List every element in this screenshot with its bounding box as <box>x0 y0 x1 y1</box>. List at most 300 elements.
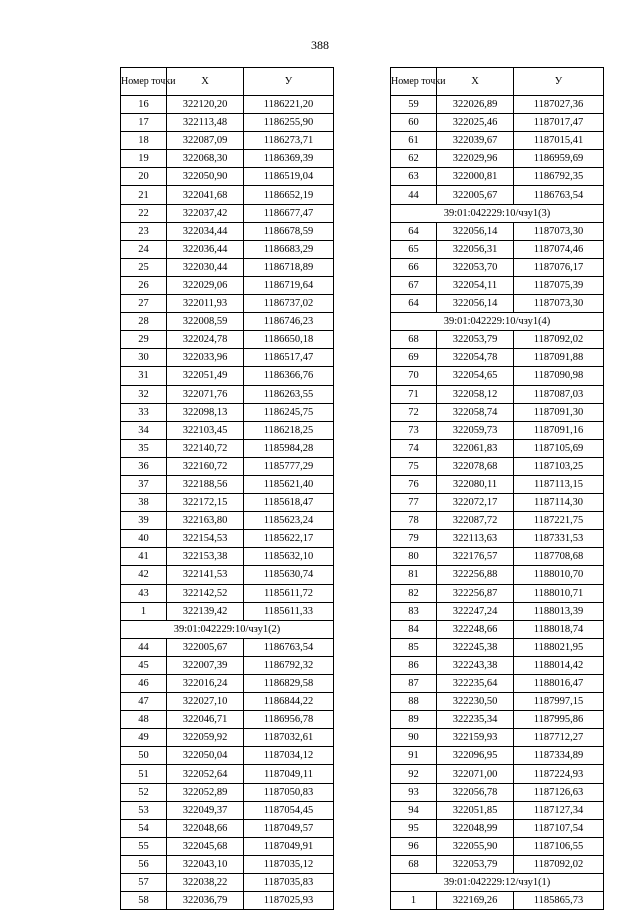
y-coordinate-cell: 1187035,83 <box>244 874 334 892</box>
point-number-cell: 65 <box>391 240 437 258</box>
y-coordinate-cell: 1186263,55 <box>244 385 334 403</box>
table-row <box>391 819 604 837</box>
y-coordinate-cell: 1187105,69 <box>514 439 604 457</box>
section-title-cell: 39:01:042229:10/чзу1(2) <box>121 620 334 638</box>
table-row <box>391 638 604 656</box>
y-coordinate-cell: 1187074,46 <box>514 240 604 258</box>
table-row <box>391 457 604 475</box>
x-coordinate-cell: 322055,90 <box>437 837 514 855</box>
point-number-cell: 93 <box>391 783 437 801</box>
x-coordinate-cell: 322160,72 <box>167 457 244 475</box>
y-coordinate-cell: 1187106,55 <box>514 837 604 855</box>
table-row <box>391 403 604 421</box>
header-point-number: Номер точки <box>391 68 437 96</box>
x-coordinate-cell: 322113,63 <box>437 530 514 548</box>
x-coordinate-cell: 322046,71 <box>167 711 244 729</box>
table-row <box>121 222 334 240</box>
table-row <box>121 331 334 349</box>
point-number-cell: 22 <box>121 204 167 222</box>
table-row <box>121 874 334 892</box>
point-number-cell: 30 <box>121 349 167 367</box>
y-coordinate-cell: 1187221,75 <box>514 512 604 530</box>
x-coordinate-cell: 322034,44 <box>167 222 244 240</box>
x-coordinate-cell: 322036,44 <box>167 240 244 258</box>
point-number-cell: 50 <box>121 747 167 765</box>
point-number-cell: 28 <box>121 313 167 331</box>
table-row <box>121 240 334 258</box>
table-row <box>391 566 604 584</box>
x-coordinate-cell: 322041,68 <box>167 186 244 204</box>
table-row <box>391 512 604 530</box>
table-row <box>391 132 604 150</box>
point-number-cell: 63 <box>391 168 437 186</box>
x-coordinate-cell: 322235,34 <box>437 711 514 729</box>
x-coordinate-cell: 322036,79 <box>167 892 244 910</box>
table-row <box>391 258 604 276</box>
point-number-cell: 89 <box>391 711 437 729</box>
table-row <box>121 258 334 276</box>
section-title-cell: 39:01:042229:12/чзу1(1) <box>391 874 604 892</box>
point-number-cell: 20 <box>121 168 167 186</box>
table-row <box>121 693 334 711</box>
x-coordinate-cell: 322051,85 <box>437 801 514 819</box>
x-coordinate-cell: 322029,96 <box>437 150 514 168</box>
y-coordinate-cell: 1187050,83 <box>244 783 334 801</box>
point-number-cell: 26 <box>121 276 167 294</box>
point-number-cell: 46 <box>121 675 167 693</box>
table-row <box>121 892 334 910</box>
table-row <box>121 747 334 765</box>
table-row <box>121 403 334 421</box>
table-row <box>391 222 604 240</box>
point-number-cell: 60 <box>391 114 437 132</box>
x-coordinate-cell: 322058,74 <box>437 403 514 421</box>
y-coordinate-cell: 1187997,15 <box>514 693 604 711</box>
table-row <box>121 783 334 801</box>
x-coordinate-cell: 322154,53 <box>167 530 244 548</box>
x-coordinate-cell: 322016,24 <box>167 675 244 693</box>
point-number-cell: 45 <box>121 656 167 674</box>
y-coordinate-cell: 1187331,53 <box>514 530 604 548</box>
y-coordinate-cell: 1188010,71 <box>514 584 604 602</box>
y-coordinate-cell: 1185865,73 <box>514 892 604 910</box>
table-row <box>121 457 334 475</box>
y-coordinate-cell: 1187091,16 <box>514 421 604 439</box>
x-coordinate-cell: 322140,72 <box>167 439 244 457</box>
y-coordinate-cell: 1187126,63 <box>514 783 604 801</box>
y-coordinate-cell: 1185611,33 <box>244 602 334 620</box>
x-coordinate-cell: 322139,42 <box>167 602 244 620</box>
y-coordinate-cell: 1186683,29 <box>244 240 334 258</box>
y-coordinate-cell: 1186517,47 <box>244 349 334 367</box>
y-coordinate-cell: 1185611,72 <box>244 584 334 602</box>
point-number-cell: 17 <box>121 114 167 132</box>
x-coordinate-cell: 322038,22 <box>167 874 244 892</box>
y-coordinate-cell: 1187054,45 <box>244 801 334 819</box>
table-row <box>391 783 604 801</box>
x-coordinate-cell: 322050,04 <box>167 747 244 765</box>
y-coordinate-cell: 1187073,30 <box>514 295 604 313</box>
x-coordinate-cell: 322176,57 <box>437 548 514 566</box>
y-coordinate-cell: 1186650,18 <box>244 331 334 349</box>
y-coordinate-cell: 1187091,88 <box>514 349 604 367</box>
table-row <box>391 747 604 765</box>
table-row <box>391 620 604 638</box>
point-number-cell: 84 <box>391 620 437 638</box>
x-coordinate-cell: 322078,68 <box>437 457 514 475</box>
y-coordinate-cell: 1187087,03 <box>514 385 604 403</box>
y-coordinate-cell: 1187049,57 <box>244 819 334 837</box>
coordinates-table-right <box>390 67 604 910</box>
y-coordinate-cell: 1187114,30 <box>514 494 604 512</box>
y-coordinate-cell: 1187027,36 <box>514 96 604 114</box>
point-number-cell: 47 <box>121 693 167 711</box>
x-coordinate-cell: 322247,24 <box>437 602 514 620</box>
x-coordinate-cell: 322052,89 <box>167 783 244 801</box>
y-coordinate-cell: 1187035,12 <box>244 855 334 873</box>
table-row <box>121 385 334 403</box>
x-coordinate-cell: 322256,88 <box>437 566 514 584</box>
table-row <box>391 168 604 186</box>
point-number-cell: 31 <box>121 367 167 385</box>
y-coordinate-cell: 1186718,89 <box>244 258 334 276</box>
point-number-cell: 54 <box>121 819 167 837</box>
table-row <box>121 114 334 132</box>
table-row <box>121 801 334 819</box>
point-number-cell: 74 <box>391 439 437 457</box>
table-row <box>121 150 334 168</box>
point-number-cell: 32 <box>121 385 167 403</box>
y-coordinate-cell: 1186221,20 <box>244 96 334 114</box>
x-coordinate-cell: 322052,64 <box>167 765 244 783</box>
point-number-cell: 52 <box>121 783 167 801</box>
point-number-cell: 96 <box>391 837 437 855</box>
y-coordinate-cell: 1188013,39 <box>514 602 604 620</box>
point-number-cell: 18 <box>121 132 167 150</box>
table-row <box>391 837 604 855</box>
table-row <box>391 295 604 313</box>
point-number-cell: 49 <box>121 729 167 747</box>
x-coordinate-cell: 322033,96 <box>167 349 244 367</box>
y-coordinate-cell: 1186369,39 <box>244 150 334 168</box>
point-number-cell: 85 <box>391 638 437 656</box>
x-coordinate-cell: 322053,79 <box>437 331 514 349</box>
table-row <box>391 765 604 783</box>
point-number-cell: 67 <box>391 276 437 294</box>
point-number-cell: 39 <box>121 512 167 530</box>
y-coordinate-cell: 1186959,69 <box>514 150 604 168</box>
x-coordinate-cell: 322011,93 <box>167 295 244 313</box>
x-coordinate-cell: 322053,70 <box>437 258 514 276</box>
x-coordinate-cell: 322045,68 <box>167 837 244 855</box>
section-row <box>391 313 604 331</box>
x-coordinate-cell: 322026,89 <box>437 96 514 114</box>
y-coordinate-cell: 1187103,25 <box>514 457 604 475</box>
point-number-cell: 44 <box>391 186 437 204</box>
y-coordinate-cell: 1186763,54 <box>244 638 334 656</box>
table-row <box>391 729 604 747</box>
point-number-cell: 70 <box>391 367 437 385</box>
point-number-cell: 42 <box>121 566 167 584</box>
table-row <box>121 132 334 150</box>
page-number: 388 <box>311 38 329 52</box>
point-number-cell: 73 <box>391 421 437 439</box>
point-number-cell: 69 <box>391 349 437 367</box>
x-coordinate-cell: 322008,59 <box>167 313 244 331</box>
table-row <box>121 421 334 439</box>
table-row <box>391 548 604 566</box>
point-number-cell: 77 <box>391 494 437 512</box>
table-row <box>121 729 334 747</box>
y-coordinate-cell: 1185618,47 <box>244 494 334 512</box>
table-row <box>121 765 334 783</box>
y-coordinate-cell: 1187712,27 <box>514 729 604 747</box>
point-number-cell: 68 <box>391 331 437 349</box>
x-coordinate-cell: 322256,87 <box>437 584 514 602</box>
point-number-cell: 27 <box>121 295 167 313</box>
y-coordinate-cell: 1186218,25 <box>244 421 334 439</box>
point-number-cell: 25 <box>121 258 167 276</box>
point-number-cell: 64 <box>391 222 437 240</box>
table-row <box>391 892 604 910</box>
x-coordinate-cell: 322120,20 <box>167 96 244 114</box>
table-row <box>121 602 334 620</box>
y-coordinate-cell: 1187107,54 <box>514 819 604 837</box>
y-coordinate-cell: 1187127,34 <box>514 801 604 819</box>
y-coordinate-cell: 1186844,22 <box>244 693 334 711</box>
y-coordinate-cell: 1186273,71 <box>244 132 334 150</box>
point-number-cell: 91 <box>391 747 437 765</box>
point-number-cell: 34 <box>121 421 167 439</box>
x-coordinate-cell: 322163,80 <box>167 512 244 530</box>
x-coordinate-cell: 322159,93 <box>437 729 514 747</box>
x-coordinate-cell: 322061,83 <box>437 439 514 457</box>
y-coordinate-cell: 1186719,64 <box>244 276 334 294</box>
x-coordinate-cell: 322049,37 <box>167 801 244 819</box>
point-number-cell: 38 <box>121 494 167 512</box>
y-coordinate-cell: 1186678,59 <box>244 222 334 240</box>
y-coordinate-cell: 1185632,10 <box>244 548 334 566</box>
section-title-cell: 39:01:042229:10/чзу1(4) <box>391 313 604 331</box>
y-coordinate-cell: 1187708,68 <box>514 548 604 566</box>
x-coordinate-cell: 322025,46 <box>437 114 514 132</box>
table-row <box>391 656 604 674</box>
y-coordinate-cell: 1185984,28 <box>244 439 334 457</box>
y-coordinate-cell: 1187076,17 <box>514 258 604 276</box>
y-coordinate-cell: 1186366,76 <box>244 367 334 385</box>
y-coordinate-cell: 1188010,70 <box>514 566 604 584</box>
x-coordinate-cell: 322054,11 <box>437 276 514 294</box>
y-coordinate-cell: 1186255,90 <box>244 114 334 132</box>
table-row <box>391 602 604 620</box>
table-row <box>121 566 334 584</box>
x-coordinate-cell: 322053,79 <box>437 855 514 873</box>
x-coordinate-cell: 322056,14 <box>437 295 514 313</box>
y-coordinate-cell: 1186792,32 <box>244 656 334 674</box>
x-coordinate-cell: 322005,67 <box>437 186 514 204</box>
x-coordinate-cell: 322056,78 <box>437 783 514 801</box>
y-coordinate-cell: 1185621,40 <box>244 475 334 493</box>
point-number-cell: 80 <box>391 548 437 566</box>
x-coordinate-cell: 322068,30 <box>167 150 244 168</box>
x-coordinate-cell: 322096,95 <box>437 747 514 765</box>
x-coordinate-cell: 322169,26 <box>437 892 514 910</box>
y-coordinate-cell: 1188021,95 <box>514 638 604 656</box>
table-row <box>121 204 334 222</box>
point-number-cell: 36 <box>121 457 167 475</box>
y-coordinate-cell: 1187091,30 <box>514 403 604 421</box>
y-coordinate-cell: 1185630,74 <box>244 566 334 584</box>
point-number-cell: 48 <box>121 711 167 729</box>
x-coordinate-cell: 322007,39 <box>167 656 244 674</box>
point-number-cell: 56 <box>121 855 167 873</box>
y-coordinate-cell: 1186956,78 <box>244 711 334 729</box>
point-number-cell: 16 <box>121 96 167 114</box>
table-row <box>121 656 334 674</box>
x-coordinate-cell: 322103,45 <box>167 421 244 439</box>
table-row <box>121 186 334 204</box>
x-coordinate-cell: 322059,73 <box>437 421 514 439</box>
table-row <box>121 439 334 457</box>
point-number-cell: 33 <box>121 403 167 421</box>
x-coordinate-cell: 322142,52 <box>167 584 244 602</box>
x-coordinate-cell: 322243,38 <box>437 656 514 674</box>
table-row <box>391 114 604 132</box>
y-coordinate-cell: 1185623,24 <box>244 512 334 530</box>
table-row <box>121 313 334 331</box>
y-coordinate-cell: 1187073,30 <box>514 222 604 240</box>
point-number-cell: 29 <box>121 331 167 349</box>
x-coordinate-cell: 322072,17 <box>437 494 514 512</box>
y-coordinate-cell: 1187075,39 <box>514 276 604 294</box>
table-row <box>121 475 334 493</box>
x-coordinate-cell: 322056,31 <box>437 240 514 258</box>
y-coordinate-cell: 1186763,54 <box>514 186 604 204</box>
y-coordinate-cell: 1187113,15 <box>514 475 604 493</box>
x-coordinate-cell: 322005,67 <box>167 638 244 656</box>
table-row <box>121 675 334 693</box>
point-number-cell: 53 <box>121 801 167 819</box>
table-row <box>391 475 604 493</box>
point-number-cell: 59 <box>391 96 437 114</box>
point-number-cell: 87 <box>391 675 437 693</box>
point-number-cell: 83 <box>391 602 437 620</box>
y-coordinate-cell: 1186829,58 <box>244 675 334 693</box>
point-number-cell: 58 <box>121 892 167 910</box>
point-number-cell: 64 <box>391 295 437 313</box>
x-coordinate-cell: 322050,90 <box>167 168 244 186</box>
y-coordinate-cell: 1187032,61 <box>244 729 334 747</box>
y-coordinate-cell: 1186677,47 <box>244 204 334 222</box>
point-number-cell: 21 <box>121 186 167 204</box>
x-coordinate-cell: 322188,56 <box>167 475 244 493</box>
y-coordinate-cell: 1187092,02 <box>514 855 604 873</box>
header-y: У <box>514 68 604 96</box>
point-number-cell: 35 <box>121 439 167 457</box>
x-coordinate-cell: 322048,99 <box>437 819 514 837</box>
header-y: У <box>244 68 334 96</box>
y-coordinate-cell: 1187049,11 <box>244 765 334 783</box>
point-number-cell: 68 <box>391 855 437 873</box>
y-coordinate-cell: 1187015,41 <box>514 132 604 150</box>
y-coordinate-cell: 1185622,17 <box>244 530 334 548</box>
y-coordinate-cell: 1187025,93 <box>244 892 334 910</box>
table-row <box>121 584 334 602</box>
point-number-cell: 71 <box>391 385 437 403</box>
x-coordinate-cell: 322141,53 <box>167 566 244 584</box>
x-coordinate-cell: 322054,65 <box>437 367 514 385</box>
table-row <box>391 421 604 439</box>
table-row <box>121 819 334 837</box>
point-number-cell: 78 <box>391 512 437 530</box>
point-number-cell: 81 <box>391 566 437 584</box>
table-header-row <box>391 68 604 96</box>
x-coordinate-cell: 322000,81 <box>437 168 514 186</box>
y-coordinate-cell: 1186245,75 <box>244 403 334 421</box>
point-number-cell: 55 <box>121 837 167 855</box>
table-row <box>121 711 334 729</box>
y-coordinate-cell: 1188014,42 <box>514 656 604 674</box>
y-coordinate-cell: 1187034,12 <box>244 747 334 765</box>
x-coordinate-cell: 322245,38 <box>437 638 514 656</box>
point-number-cell: 44 <box>121 638 167 656</box>
point-number-cell: 43 <box>121 584 167 602</box>
x-coordinate-cell: 322039,67 <box>437 132 514 150</box>
point-number-cell: 90 <box>391 729 437 747</box>
point-number-cell: 24 <box>121 240 167 258</box>
table-row <box>391 150 604 168</box>
point-number-cell: 92 <box>391 765 437 783</box>
table-row <box>391 693 604 711</box>
y-coordinate-cell: 1187017,47 <box>514 114 604 132</box>
table-row <box>391 584 604 602</box>
table-row <box>391 801 604 819</box>
table-row <box>121 855 334 873</box>
table-row <box>121 512 334 530</box>
table-row <box>391 711 604 729</box>
table-row <box>391 367 604 385</box>
point-number-cell: 61 <box>391 132 437 150</box>
point-number-cell: 82 <box>391 584 437 602</box>
point-number-cell: 72 <box>391 403 437 421</box>
table-row <box>121 276 334 294</box>
table-row <box>121 349 334 367</box>
x-coordinate-cell: 322248,66 <box>437 620 514 638</box>
table-row <box>391 331 604 349</box>
point-number-cell: 75 <box>391 457 437 475</box>
x-coordinate-cell: 322027,10 <box>167 693 244 711</box>
x-coordinate-cell: 322030,44 <box>167 258 244 276</box>
point-number-cell: 95 <box>391 819 437 837</box>
point-number-cell: 94 <box>391 801 437 819</box>
x-coordinate-cell: 322059,92 <box>167 729 244 747</box>
y-coordinate-cell: 1186519,04 <box>244 168 334 186</box>
section-title-cell: 39:01:042229:10/чзу1(3) <box>391 204 604 222</box>
table-row <box>121 168 334 186</box>
point-number-cell: 88 <box>391 693 437 711</box>
table-row <box>121 295 334 313</box>
y-coordinate-cell: 1188016,47 <box>514 675 604 693</box>
y-coordinate-cell: 1186746,23 <box>244 313 334 331</box>
point-number-cell: 40 <box>121 530 167 548</box>
section-row <box>391 204 604 222</box>
x-coordinate-cell: 322172,15 <box>167 494 244 512</box>
table-row <box>121 548 334 566</box>
table-row <box>391 276 604 294</box>
x-coordinate-cell: 322113,48 <box>167 114 244 132</box>
x-coordinate-cell: 322230,50 <box>437 693 514 711</box>
header-x: Х <box>167 68 244 96</box>
